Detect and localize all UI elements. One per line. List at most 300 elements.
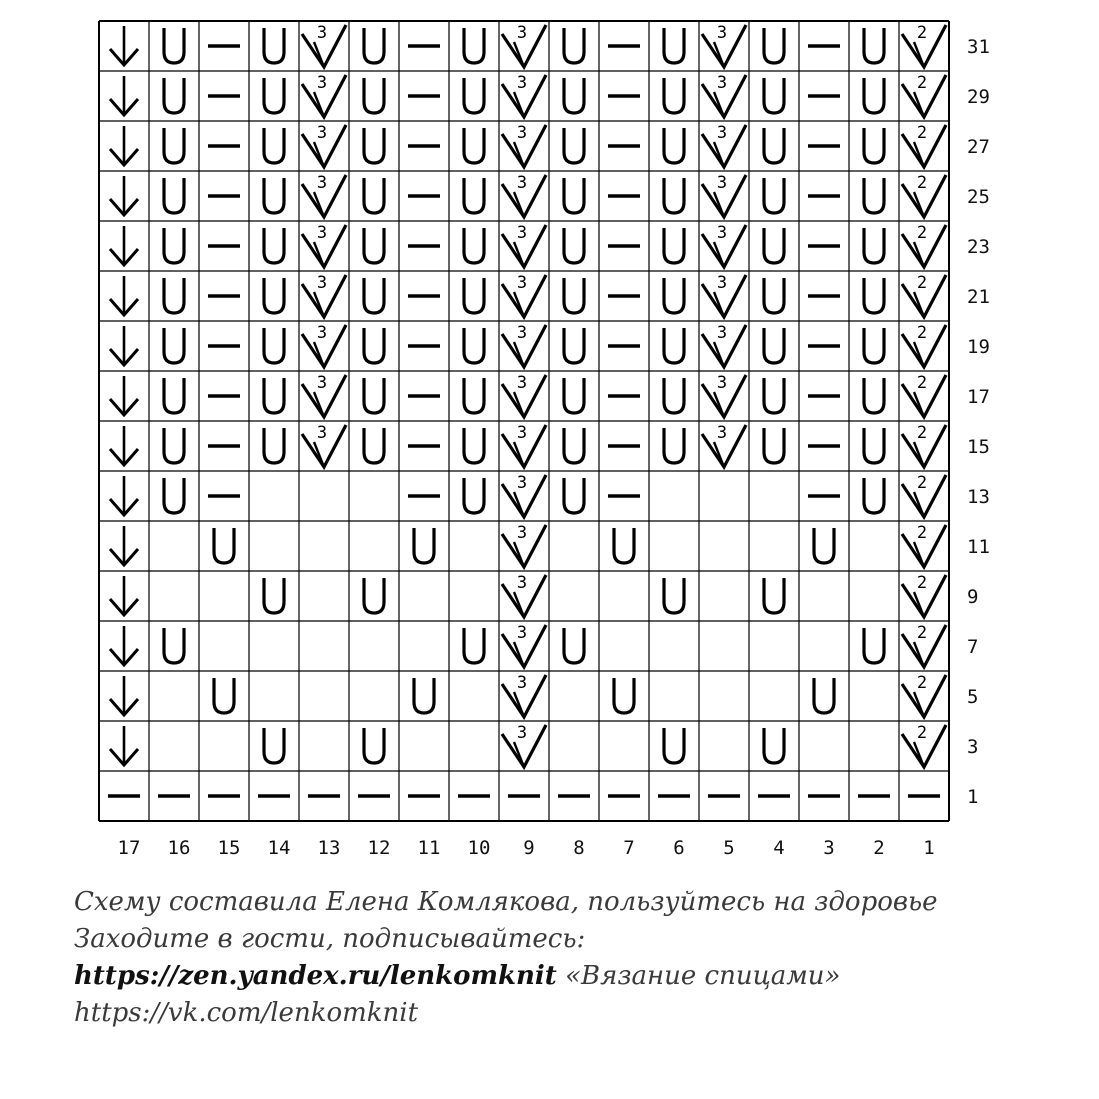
u-symbol-icon: [464, 428, 484, 463]
v-symbol-3-icon: [502, 23, 546, 67]
v-number-label: 3: [716, 273, 728, 293]
v-symbol-3-icon: [702, 223, 746, 267]
column-number-label: 17: [117, 837, 141, 859]
v-symbol-3-icon: [702, 23, 746, 67]
v-number-label: 3: [516, 573, 528, 593]
u-symbol-icon: [264, 328, 284, 363]
u-symbol-icon: [764, 278, 784, 313]
v-number-label: 3: [516, 623, 528, 643]
v-number-label: 3: [516, 73, 528, 93]
u-symbol-icon: [564, 278, 584, 313]
v-number-label: 2: [916, 73, 928, 93]
u-stroke: [664, 228, 684, 263]
u-stroke: [564, 428, 584, 463]
u-stroke: [364, 278, 384, 313]
row-number-label: 27: [967, 136, 990, 158]
u-symbol-icon: [864, 428, 884, 463]
v-symbol-3-icon: [302, 73, 346, 117]
u-symbol-icon: [764, 78, 784, 113]
u-symbol-icon: [364, 728, 384, 763]
u-symbol-icon: [614, 678, 634, 713]
u-stroke: [664, 378, 684, 413]
v-number-label: 2: [916, 723, 928, 743]
row-number-label: 13: [967, 486, 990, 508]
v-symbol-3-icon: [502, 473, 546, 517]
v-symbol-3-icon: [302, 223, 346, 267]
u-symbol-icon: [564, 378, 584, 413]
u-stroke: [664, 328, 684, 363]
u-symbol-icon: [664, 278, 684, 313]
v-number-label: 3: [516, 723, 528, 743]
u-symbol-icon: [164, 178, 184, 213]
u-symbol-icon: [664, 228, 684, 263]
v-symbol-3-icon: [502, 273, 546, 317]
u-symbol-icon: [164, 28, 184, 63]
v-number-label: 2: [916, 23, 928, 43]
v-number-label: 2: [916, 323, 928, 343]
u-symbol-icon: [764, 578, 784, 613]
u-stroke: [564, 78, 584, 113]
arrow-down-icon: [110, 76, 138, 115]
row-number-label: 5: [967, 686, 979, 708]
u-stroke: [864, 278, 884, 313]
v-number-label: 3: [516, 523, 528, 543]
u-stroke: [464, 28, 484, 63]
u-stroke: [464, 378, 484, 413]
u-symbol-icon: [564, 628, 584, 663]
u-symbol-icon: [164, 628, 184, 663]
u-stroke: [164, 228, 184, 263]
u-stroke: [564, 28, 584, 63]
v-number-label: 3: [316, 323, 328, 343]
chart-cells: [108, 23, 946, 796]
v-number-label: 3: [316, 373, 328, 393]
row-number-label: 21: [967, 286, 990, 308]
u-symbol-icon: [664, 178, 684, 213]
arrow-down-icon: [110, 676, 138, 715]
u-symbol-icon: [664, 128, 684, 163]
u-symbol-icon: [464, 378, 484, 413]
u-symbol-icon: [464, 628, 484, 663]
v-number-label: 3: [516, 473, 528, 493]
u-stroke: [214, 528, 234, 563]
u-symbol-icon: [364, 278, 384, 313]
column-number-label: 2: [873, 837, 885, 859]
v-symbol-3-icon: [702, 173, 746, 217]
u-symbol-icon: [364, 328, 384, 363]
u-stroke: [764, 278, 784, 313]
column-number-label: 12: [367, 837, 391, 859]
u-stroke: [864, 328, 884, 363]
u-stroke: [264, 428, 284, 463]
v-symbol-2-icon: [902, 723, 946, 767]
u-symbol-icon: [764, 328, 784, 363]
row-numbers: [967, 36, 990, 808]
v-symbol-3-icon: [302, 423, 346, 467]
arrow-down-icon: [110, 726, 138, 765]
v-symbol-3-icon: [502, 423, 546, 467]
v-symbol-3-icon: [502, 223, 546, 267]
u-stroke: [814, 678, 834, 713]
u-symbol-icon: [264, 278, 284, 313]
v-symbol-2-icon: [902, 323, 946, 367]
u-stroke: [214, 678, 234, 713]
u-symbol-icon: [264, 178, 284, 213]
u-symbol-icon: [864, 278, 884, 313]
v-number-label: 3: [316, 223, 328, 243]
v-number-label: 3: [316, 273, 328, 293]
u-stroke: [814, 528, 834, 563]
u-stroke: [364, 578, 384, 613]
u-symbol-icon: [764, 428, 784, 463]
zen-link[interactable]: https://zen.yandex.ru/lenkomknit: [74, 961, 557, 991]
vk-link[interactable]: https://vk.com/lenkomknit: [74, 998, 419, 1028]
u-stroke: [414, 528, 434, 563]
u-symbol-icon: [364, 28, 384, 63]
u-symbol-icon: [164, 378, 184, 413]
u-stroke: [364, 178, 384, 213]
u-stroke: [764, 728, 784, 763]
v-number-label: 2: [916, 573, 928, 593]
u-stroke: [364, 728, 384, 763]
u-stroke: [364, 78, 384, 113]
v-number-label: 3: [716, 173, 728, 193]
u-symbol-icon: [864, 78, 884, 113]
arrow-down-icon: [110, 176, 138, 215]
u-symbol-icon: [864, 228, 884, 263]
v-symbol-3-icon: [502, 173, 546, 217]
u-stroke: [164, 478, 184, 513]
v-symbol-2-icon: [902, 23, 946, 67]
caption: [74, 884, 1074, 1032]
v-number-label: 3: [516, 423, 528, 443]
row-number-label: 15: [967, 436, 990, 458]
v-number-label: 3: [316, 173, 328, 193]
v-number-label: 2: [916, 623, 928, 643]
zen-channel-name: «Вязание спицами»: [556, 961, 841, 991]
u-stroke: [364, 128, 384, 163]
u-stroke: [164, 178, 184, 213]
v-number-label: 3: [516, 23, 528, 43]
u-symbol-icon: [864, 328, 884, 363]
v-symbol-3-icon: [702, 423, 746, 467]
u-symbol-icon: [464, 28, 484, 63]
arrow-down-icon: [110, 526, 138, 565]
u-symbol-icon: [664, 328, 684, 363]
u-symbol-icon: [564, 478, 584, 513]
u-symbol-icon: [564, 28, 584, 63]
u-symbol-icon: [414, 528, 434, 563]
u-stroke: [664, 578, 684, 613]
u-symbol-icon: [564, 228, 584, 263]
v-symbol-3-icon: [702, 123, 746, 167]
u-stroke: [864, 28, 884, 63]
u-symbol-icon: [464, 328, 484, 363]
u-stroke: [264, 28, 284, 63]
v-symbol-2-icon: [902, 223, 946, 267]
u-symbol-icon: [264, 228, 284, 263]
u-symbol-icon: [864, 178, 884, 213]
u-symbol-icon: [864, 128, 884, 163]
u-stroke: [764, 378, 784, 413]
u-symbol-icon: [664, 28, 684, 63]
column-number-label: 9: [523, 837, 535, 859]
u-stroke: [864, 478, 884, 513]
v-symbol-2-icon: [902, 73, 946, 117]
v-symbol-2-icon: [902, 173, 946, 217]
u-symbol-icon: [414, 678, 434, 713]
v-number-label: 3: [716, 423, 728, 443]
column-number-label: 15: [217, 837, 241, 859]
caption-invite-line: Заходите в гости, подписывайтесь:: [74, 924, 586, 954]
u-stroke: [764, 178, 784, 213]
u-stroke: [764, 578, 784, 613]
u-symbol-icon: [664, 378, 684, 413]
u-symbol-icon: [564, 128, 584, 163]
u-stroke: [464, 478, 484, 513]
column-number-label: 10: [467, 837, 491, 859]
column-numbers: [118, 837, 935, 859]
column-number-label: 16: [167, 837, 191, 859]
v-number-label: 3: [516, 273, 528, 293]
v-symbol-3-icon: [302, 123, 346, 167]
u-stroke: [414, 678, 434, 713]
u-stroke: [264, 328, 284, 363]
u-symbol-icon: [164, 228, 184, 263]
u-stroke: [764, 28, 784, 63]
v-symbol-2-icon: [902, 273, 946, 317]
column-number-label: 5: [723, 837, 735, 859]
arrow-down-icon: [110, 576, 138, 615]
v-number-label: 3: [516, 173, 528, 193]
arrow-down-icon: [110, 126, 138, 165]
u-stroke: [164, 78, 184, 113]
v-number-label: 2: [916, 273, 928, 293]
arrow-down-icon: [110, 276, 138, 315]
v-number-label: 2: [916, 373, 928, 393]
u-stroke: [614, 528, 634, 563]
u-symbol-icon: [164, 478, 184, 513]
u-symbol-icon: [164, 278, 184, 313]
u-symbol-icon: [464, 478, 484, 513]
v-number-label: 3: [316, 23, 328, 43]
u-symbol-icon: [364, 128, 384, 163]
v-symbol-3-icon: [502, 623, 546, 667]
u-symbol-icon: [614, 528, 634, 563]
u-symbol-icon: [164, 78, 184, 113]
arrow-down-icon: [110, 476, 138, 515]
v-number-label: 3: [516, 673, 528, 693]
v-symbol-3-icon: [502, 123, 546, 167]
u-symbol-icon: [564, 428, 584, 463]
u-stroke: [464, 128, 484, 163]
u-symbol-icon: [464, 128, 484, 163]
u-symbol-icon: [764, 28, 784, 63]
u-stroke: [464, 78, 484, 113]
u-symbol-icon: [214, 678, 234, 713]
row-number-label: 31: [967, 36, 990, 58]
u-symbol-icon: [364, 78, 384, 113]
v-symbol-3-icon: [502, 523, 546, 567]
u-symbol-icon: [264, 728, 284, 763]
v-number-label: 3: [716, 223, 728, 243]
u-symbol-icon: [864, 28, 884, 63]
u-stroke: [664, 28, 684, 63]
u-stroke: [364, 328, 384, 363]
column-number-label: 7: [623, 837, 635, 859]
u-stroke: [764, 78, 784, 113]
u-stroke: [664, 278, 684, 313]
u-symbol-icon: [264, 78, 284, 113]
u-stroke: [864, 128, 884, 163]
v-symbol-3-icon: [502, 573, 546, 617]
u-symbol-icon: [364, 178, 384, 213]
u-stroke: [464, 278, 484, 313]
v-number-label: 2: [916, 173, 928, 193]
v-number-label: 2: [916, 673, 928, 693]
u-symbol-icon: [664, 428, 684, 463]
u-stroke: [464, 228, 484, 263]
v-number-label: 3: [716, 373, 728, 393]
v-symbol-3-icon: [702, 323, 746, 367]
u-symbol-icon: [464, 228, 484, 263]
row-number-label: 7: [967, 636, 979, 658]
u-symbol-icon: [364, 428, 384, 463]
caption-vk-line: [74, 995, 1074, 1032]
column-number-label: 11: [417, 837, 441, 859]
u-stroke: [364, 28, 384, 63]
u-symbol-icon: [164, 428, 184, 463]
row-number-label: 29: [967, 86, 990, 108]
u-symbol-icon: [214, 528, 234, 563]
u-stroke: [364, 228, 384, 263]
u-stroke: [864, 78, 884, 113]
u-symbol-icon: [764, 378, 784, 413]
u-stroke: [764, 428, 784, 463]
u-stroke: [864, 428, 884, 463]
row-number-label: 11: [967, 536, 990, 558]
u-stroke: [264, 378, 284, 413]
u-stroke: [764, 228, 784, 263]
u-symbol-icon: [764, 128, 784, 163]
v-number-label: 3: [316, 123, 328, 143]
v-symbol-3-icon: [702, 73, 746, 117]
u-stroke: [764, 128, 784, 163]
row-number-label: 9: [967, 586, 979, 608]
u-stroke: [864, 378, 884, 413]
u-symbol-icon: [864, 478, 884, 513]
column-number-label: 14: [267, 837, 291, 859]
u-stroke: [764, 328, 784, 363]
u-stroke: [264, 728, 284, 763]
u-stroke: [164, 128, 184, 163]
v-symbol-2-icon: [902, 523, 946, 567]
u-stroke: [264, 278, 284, 313]
v-symbol-3-icon: [502, 323, 546, 367]
u-symbol-icon: [664, 78, 684, 113]
v-number-label: 3: [716, 23, 728, 43]
u-symbol-icon: [814, 678, 834, 713]
u-stroke: [264, 78, 284, 113]
u-symbol-icon: [764, 178, 784, 213]
u-symbol-icon: [364, 578, 384, 613]
v-number-label: 3: [516, 323, 528, 343]
column-number-label: 6: [673, 837, 685, 859]
v-number-label: 3: [316, 73, 328, 93]
u-stroke: [664, 728, 684, 763]
u-stroke: [564, 178, 584, 213]
u-symbol-icon: [564, 178, 584, 213]
u-symbol-icon: [164, 328, 184, 363]
u-symbol-icon: [864, 378, 884, 413]
u-stroke: [564, 628, 584, 663]
v-symbol-2-icon: [902, 373, 946, 417]
v-number-label: 3: [716, 73, 728, 93]
u-stroke: [464, 178, 484, 213]
u-stroke: [564, 278, 584, 313]
v-symbol-2-icon: [902, 123, 946, 167]
row-number-label: 3: [967, 736, 979, 758]
v-symbol-3-icon: [702, 373, 746, 417]
row-number-label: 17: [967, 386, 990, 408]
u-stroke: [664, 78, 684, 113]
v-symbol-3-icon: [502, 73, 546, 117]
u-symbol-icon: [264, 28, 284, 63]
u-symbol-icon: [164, 128, 184, 163]
u-symbol-icon: [464, 78, 484, 113]
v-symbol-3-icon: [302, 323, 346, 367]
u-stroke: [264, 578, 284, 613]
u-stroke: [664, 128, 684, 163]
caption-zen-line: [74, 958, 1074, 995]
v-symbol-3-icon: [302, 273, 346, 317]
row-number-label: 1: [967, 786, 979, 808]
u-stroke: [864, 178, 884, 213]
column-number-label: 8: [573, 837, 585, 859]
row-number-label: 19: [967, 336, 990, 358]
v-number-label: 3: [516, 373, 528, 393]
v-symbol-3-icon: [502, 373, 546, 417]
u-symbol-icon: [814, 528, 834, 563]
u-stroke: [564, 378, 584, 413]
v-symbol-3-icon: [302, 173, 346, 217]
arrow-down-icon: [110, 26, 138, 65]
v-symbol-2-icon: [902, 573, 946, 617]
v-symbol-2-icon: [902, 673, 946, 717]
u-stroke: [464, 628, 484, 663]
column-number-label: 4: [773, 837, 785, 859]
u-stroke: [264, 178, 284, 213]
u-stroke: [364, 428, 384, 463]
v-number-label: 3: [716, 123, 728, 143]
v-number-label: 2: [916, 123, 928, 143]
u-stroke: [164, 28, 184, 63]
v-symbol-3-icon: [702, 273, 746, 317]
u-stroke: [864, 228, 884, 263]
u-stroke: [164, 628, 184, 663]
v-symbol-3-icon: [502, 673, 546, 717]
u-symbol-icon: [764, 228, 784, 263]
column-number-label: 1: [923, 837, 935, 859]
u-symbol-icon: [364, 228, 384, 263]
u-symbol-icon: [864, 628, 884, 663]
u-stroke: [164, 328, 184, 363]
u-symbol-icon: [464, 178, 484, 213]
u-stroke: [164, 278, 184, 313]
v-number-label: 3: [716, 323, 728, 343]
arrow-down-icon: [110, 626, 138, 665]
v-symbol-2-icon: [902, 623, 946, 667]
